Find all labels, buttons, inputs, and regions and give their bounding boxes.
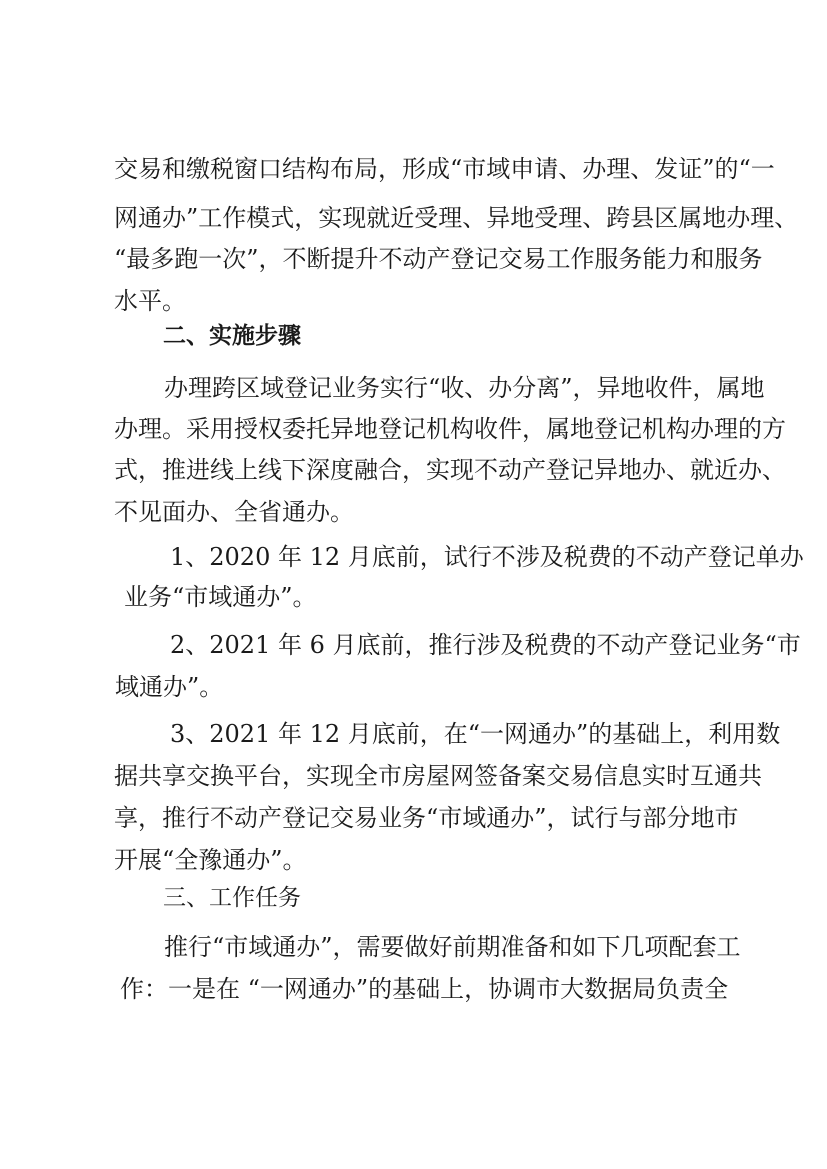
list-item-line: 1、2020 年 12 月底前，试行不涉及税费的不动产登记单办 bbox=[170, 543, 804, 571]
section-heading: 三、工作任务 bbox=[163, 885, 301, 911]
paragraph-line: 水平。 bbox=[114, 287, 186, 315]
paragraph-line: 式，推进线上线下深度融合，实现不动产登记异地办、就近办、 bbox=[114, 456, 786, 484]
paragraph-line: 办理。采用授权委托异地登记机构收件，属地登记机构办理的方 bbox=[114, 415, 786, 443]
list-item-line: 3、2021 年 12 月底前，在“一网通办”的基础上，利用数 bbox=[170, 720, 781, 748]
list-item-line: 域通办”。 bbox=[115, 673, 224, 701]
section-heading: 二、实施步骤 bbox=[163, 323, 301, 349]
list-item-line: 享，推行不动产登记交易业务“市域通办”，试行与部分地市 bbox=[114, 804, 739, 832]
paragraph-line: 办理跨区域登记业务实行“收、办分离”，异地收件，属地 bbox=[164, 374, 765, 402]
list-item-line: 业务“市域通办”。 bbox=[124, 583, 317, 611]
paragraph-line: 作：一是在 “一网通办”的基础上，协调市大数据局负责全 bbox=[120, 975, 729, 1003]
list-item-line: 2、2021 年 6 月底前，推行涉及税费的不动产登记业务“市 bbox=[170, 631, 801, 659]
paragraph-line: 交易和缴税窗口结构布局，形成“市域申请、办理、发证”的“一 bbox=[114, 155, 775, 183]
paragraph-line: “最多跑一次”，不断提升不动产登记交易工作服务能力和服务 bbox=[114, 245, 763, 273]
paragraph-line: 不见面办、全省通办。 bbox=[114, 498, 354, 526]
list-item-line: 据共享交换平台，实现全市房屋网签备案交易信息实时互通共 bbox=[114, 762, 762, 790]
paragraph-line: 网通办”工作模式，实现就近受理、异地受理、跨县区属地办理、 bbox=[114, 204, 799, 232]
paragraph-line: 推行“市域通办”，需要做好前期准备和如下几项配套工 bbox=[164, 933, 741, 961]
list-item-line: 开展“全豫通办”。 bbox=[114, 846, 307, 874]
